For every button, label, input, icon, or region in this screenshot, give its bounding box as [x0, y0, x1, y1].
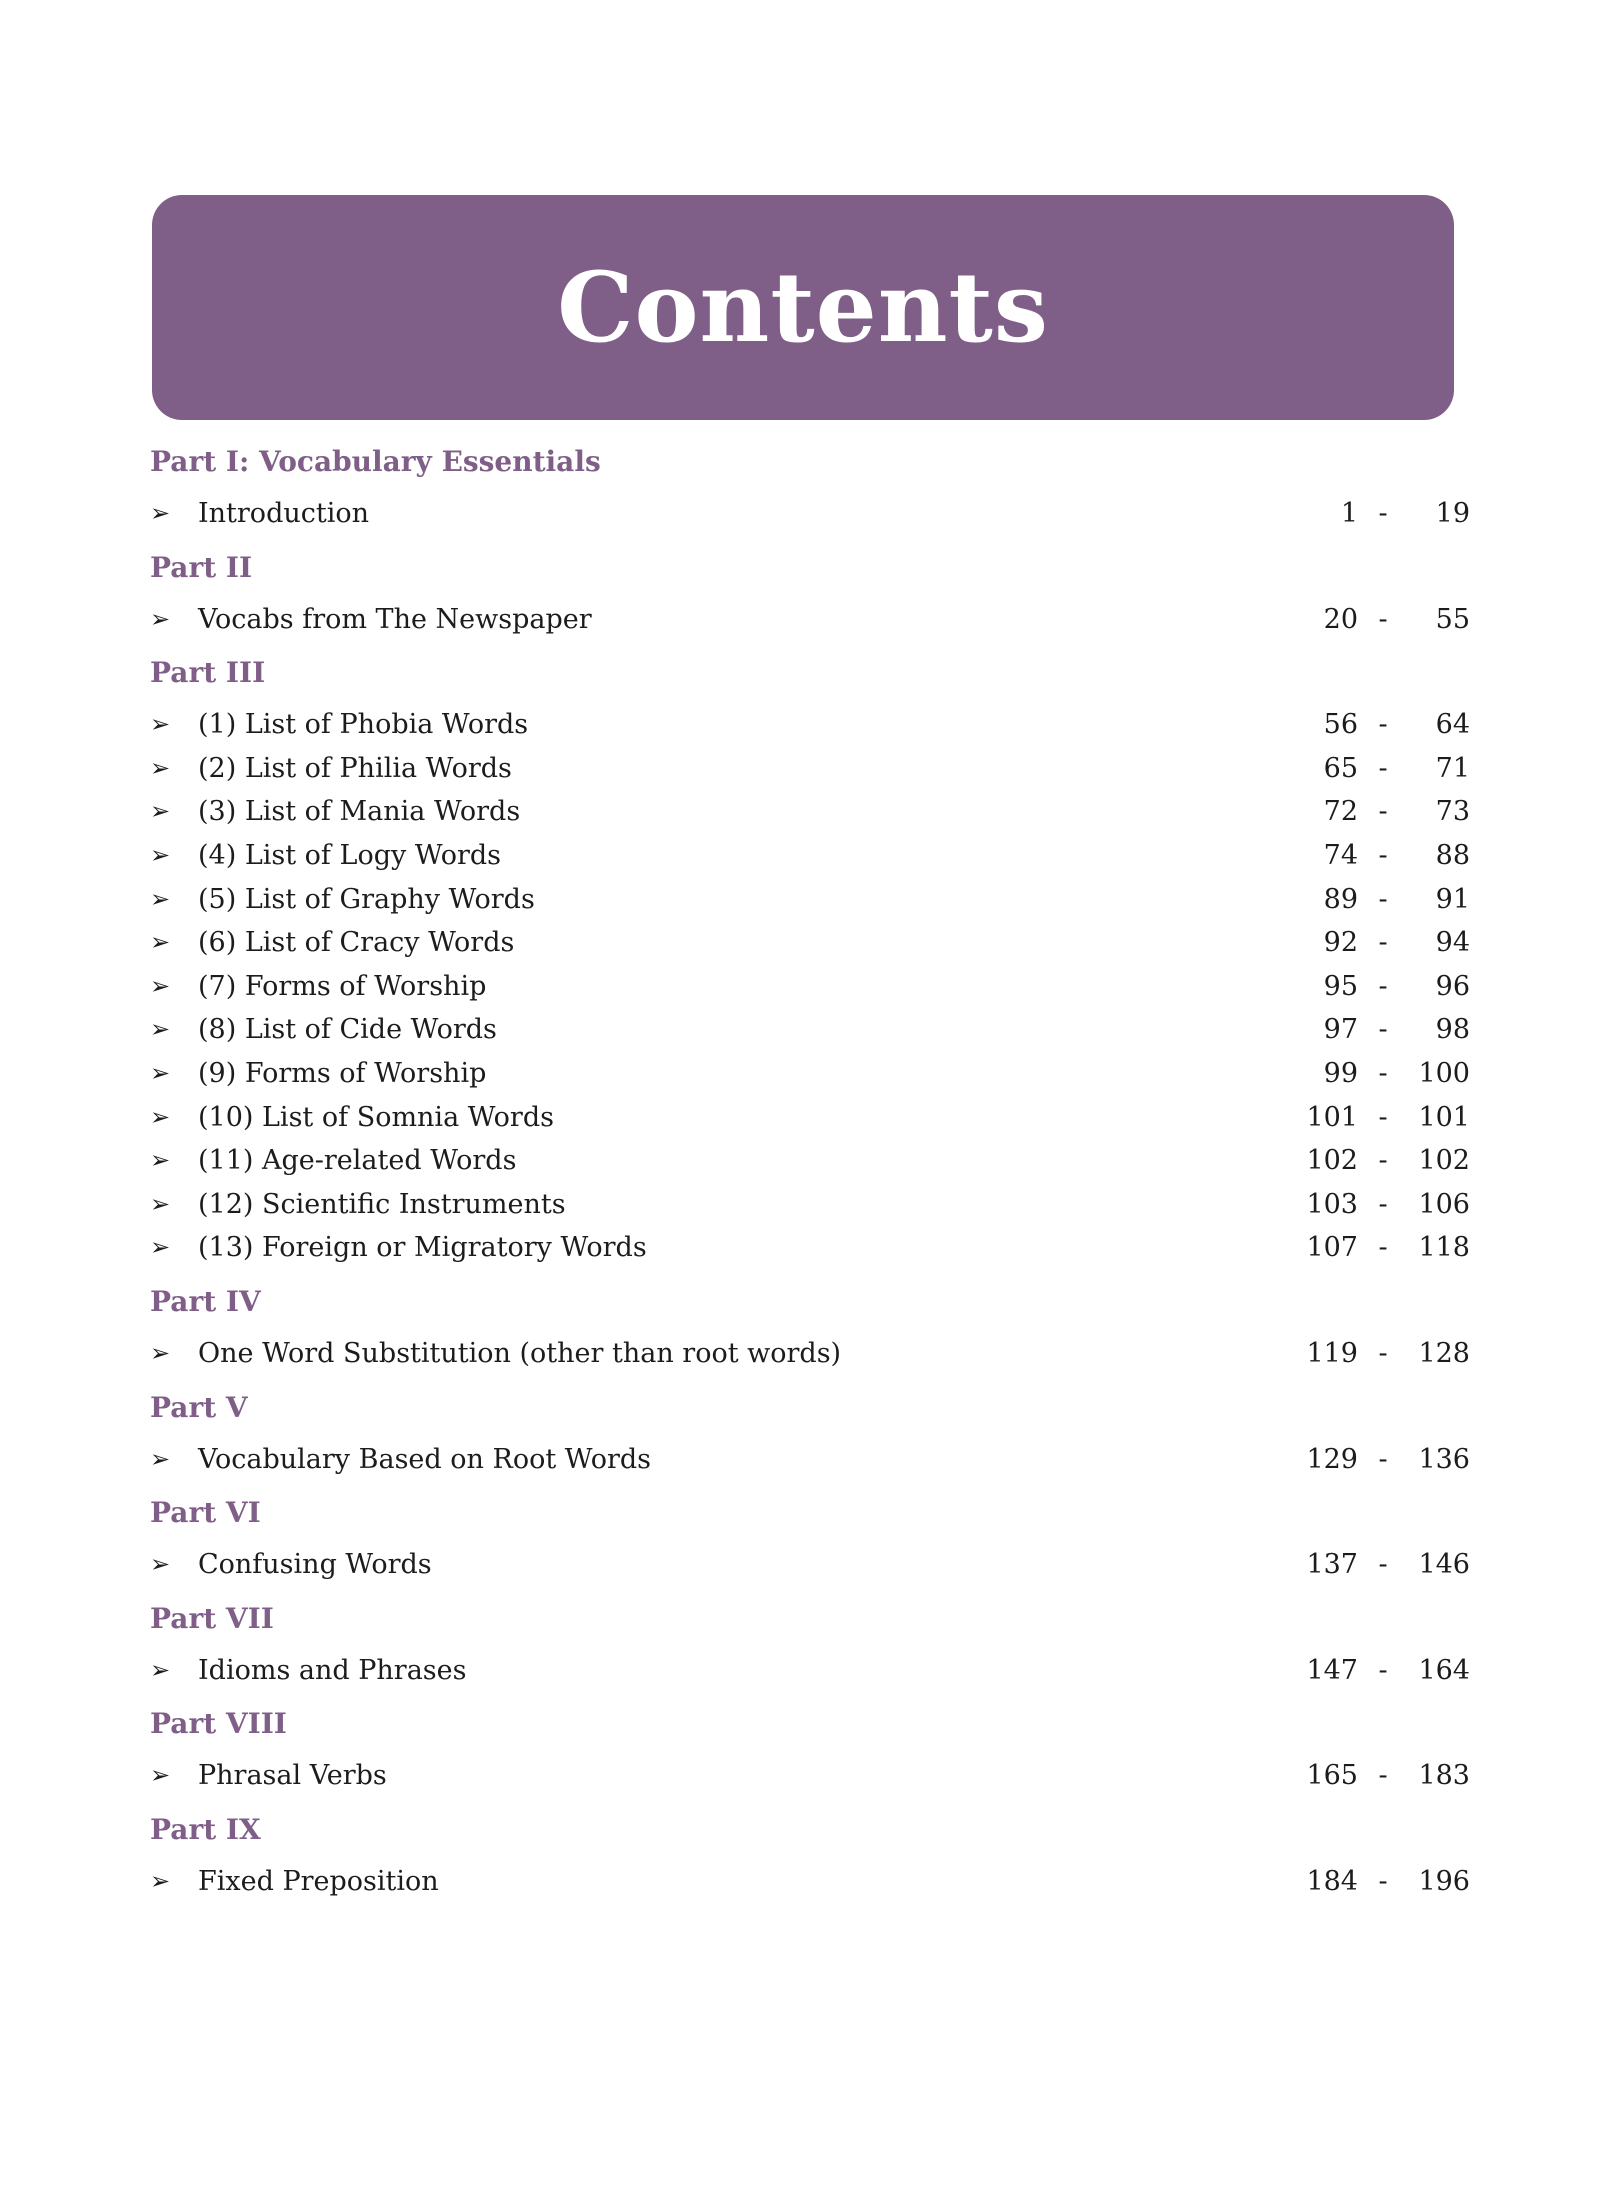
table-of-contents [150, 430, 1470, 1907]
page-start: 1 [1340, 498, 1358, 529]
entry-label: (13) Foreign or Migratory Words [198, 1232, 647, 1264]
page-end: 164 [1418, 1654, 1470, 1686]
arrow-bullet-icon: ➢ [150, 797, 171, 826]
arrow-bullet-icon: ➢ [150, 1146, 171, 1175]
page-start: 107 [1306, 1232, 1358, 1264]
page-range-dash: - [1378, 1101, 1388, 1133]
contents-banner [152, 195, 1454, 420]
page-range-dash: - [1378, 1188, 1388, 1220]
entry-label: (7) Forms of Worship [198, 970, 487, 1002]
part-heading: Part VII [150, 1601, 274, 1635]
entry-list [150, 1438, 1470, 1482]
page-range-dash: - [1378, 1865, 1388, 1897]
entry-label: (4) List of Logy Words [198, 839, 502, 871]
arrow-bullet-icon: ➢ [150, 1338, 171, 1367]
toc-entry[interactable] [150, 921, 1470, 965]
page-start: 20 [1323, 603, 1358, 635]
toc-entry[interactable] [150, 1096, 1470, 1140]
arrow-bullet-icon: ➢ [150, 499, 171, 527]
page-start: 65 [1323, 752, 1358, 784]
page-end: 106 [1418, 1188, 1470, 1220]
toc-entry[interactable] [150, 878, 1470, 922]
page-end: 101 [1418, 1101, 1470, 1133]
part-heading: Part IV [150, 1284, 261, 1318]
entry-label: Vocabulary Based on Root Words [198, 1443, 652, 1475]
toc-entry[interactable] [150, 1543, 1470, 1587]
page-range-dash: - [1378, 1654, 1388, 1686]
arrow-bullet-icon: ➢ [150, 928, 171, 957]
page-range-dash: - [1378, 1549, 1388, 1581]
entry-label: (2) List of Philia Words [198, 752, 512, 784]
arrow-bullet-icon: ➢ [150, 971, 171, 1000]
toc-entry[interactable] [150, 1052, 1470, 1096]
toc-entry[interactable] [150, 834, 1470, 878]
part-heading: Part II [150, 550, 253, 584]
page-range-dash: - [1378, 1014, 1388, 1046]
page-end: 88 [1435, 839, 1470, 871]
part-heading: Part VIII [150, 1707, 287, 1741]
page-title: Contents [557, 251, 1049, 364]
toc-entry[interactable] [150, 492, 1470, 536]
page-start: 95 [1323, 970, 1358, 1002]
entry-label: (3) List of Mania Words [198, 796, 521, 828]
page-range-dash: - [1378, 1337, 1388, 1369]
page-range-dash: - [1378, 603, 1388, 635]
entry-label: (11) Age-related Words [198, 1145, 517, 1177]
entry-label: (9) Forms of Worship [198, 1057, 487, 1089]
page-end: 96 [1435, 970, 1470, 1002]
toc-entry[interactable] [150, 965, 1470, 1009]
part-heading: Part I: Vocabulary Essentials [150, 445, 601, 478]
entry-list [150, 1649, 1470, 1693]
page-end: 98 [1435, 1014, 1470, 1046]
arrow-bullet-icon: ➢ [150, 840, 171, 869]
page-start: 137 [1306, 1549, 1358, 1581]
entry-label: Confusing Words [198, 1549, 432, 1581]
page-end: 136 [1418, 1443, 1470, 1475]
page-start: 74 [1323, 839, 1358, 871]
page-range-dash: - [1378, 1057, 1388, 1089]
arrow-bullet-icon: ➢ [150, 710, 171, 739]
entry-list [150, 703, 1470, 1270]
page-start: 102 [1306, 1145, 1358, 1177]
entry-label: (8) List of Cide Words [198, 1014, 497, 1046]
page-end: 118 [1418, 1232, 1470, 1264]
page-start: 99 [1323, 1057, 1358, 1089]
page-range-dash: - [1378, 709, 1388, 741]
page-start: 184 [1306, 1865, 1358, 1897]
entry-label: (1) List of Phobia Words [198, 709, 529, 741]
entry-list [150, 1332, 1470, 1376]
arrow-bullet-icon: ➢ [150, 1444, 171, 1473]
page-end: 73 [1435, 796, 1470, 828]
entry-label: Idioms and Phrases [198, 1654, 467, 1686]
page-end: 19 [1435, 498, 1470, 529]
page-start: 97 [1323, 1014, 1358, 1046]
arrow-bullet-icon: ➢ [150, 884, 171, 913]
page-start: 72 [1323, 796, 1358, 828]
page-start: 103 [1306, 1188, 1358, 1220]
page-start: 119 [1306, 1337, 1358, 1369]
toc-entry[interactable] [150, 1860, 1470, 1904]
page-range-dash: - [1378, 970, 1388, 1002]
entry-list [150, 1543, 1470, 1587]
page-end: 64 [1435, 709, 1470, 741]
entry-label: Fixed Preposition [198, 1865, 439, 1897]
arrow-bullet-icon: ➢ [150, 1189, 171, 1218]
toc-entry[interactable] [150, 703, 1470, 747]
toc-entry[interactable] [150, 1438, 1470, 1482]
page-end: 55 [1435, 603, 1470, 635]
entry-label: (6) List of Cracy Words [198, 927, 515, 959]
entry-list [150, 1860, 1470, 1904]
toc-entry[interactable] [150, 1754, 1470, 1798]
page-range-dash: - [1378, 927, 1388, 959]
page-end: 102 [1418, 1145, 1470, 1177]
toc-entry[interactable] [150, 598, 1470, 642]
page-end: 71 [1435, 752, 1470, 784]
page-range-dash: - [1378, 498, 1388, 529]
page-end: 91 [1435, 883, 1470, 915]
part-heading: Part III [150, 656, 266, 690]
arrow-bullet-icon: ➢ [150, 753, 171, 782]
page-range-dash: - [1378, 1443, 1388, 1475]
page-start: 165 [1306, 1760, 1358, 1792]
page-start: 89 [1323, 883, 1358, 915]
toc-entry[interactable] [150, 790, 1470, 834]
toc-entry[interactable] [150, 1139, 1470, 1183]
page-end: 183 [1418, 1760, 1470, 1792]
page-start: 56 [1323, 709, 1358, 741]
entry-list [150, 492, 1470, 536]
arrow-bullet-icon: ➢ [150, 1866, 171, 1895]
page-start: 92 [1323, 927, 1358, 959]
part-heading: Part VI [150, 1496, 261, 1530]
arrow-bullet-icon: ➢ [150, 1655, 171, 1684]
part-heading: Part V [150, 1390, 248, 1424]
entry-list [150, 598, 1470, 642]
page-range-dash: - [1378, 752, 1388, 784]
page-range-dash: - [1378, 1232, 1388, 1264]
page-end: 128 [1418, 1337, 1470, 1369]
arrow-bullet-icon: ➢ [150, 1015, 171, 1044]
entry-label: (12) Scientific Instruments [198, 1188, 566, 1220]
arrow-bullet-icon: ➢ [150, 1550, 171, 1579]
arrow-bullet-icon: ➢ [150, 1233, 171, 1262]
page-end: 146 [1418, 1549, 1470, 1581]
arrow-bullet-icon: ➢ [150, 604, 171, 633]
entry-label: (10) List of Somnia Words [198, 1101, 554, 1133]
page-range-dash: - [1378, 883, 1388, 915]
page-start: 147 [1306, 1654, 1358, 1686]
page-start: 101 [1306, 1101, 1358, 1133]
page-range-dash: - [1378, 839, 1388, 871]
page-end: 100 [1418, 1057, 1470, 1089]
entry-label: (5) List of Graphy Words [198, 883, 535, 915]
page-end: 94 [1435, 927, 1470, 959]
toc-entry[interactable] [150, 1226, 1470, 1270]
toc-entry[interactable] [150, 747, 1470, 791]
part-heading: Part IX [150, 1812, 261, 1846]
arrow-bullet-icon: ➢ [150, 1058, 171, 1087]
page-range-dash: - [1378, 1145, 1388, 1177]
page-range-dash: - [1378, 796, 1388, 828]
page-range-dash: - [1378, 1760, 1388, 1792]
toc-entry[interactable] [150, 1183, 1470, 1227]
page-start: 129 [1306, 1443, 1358, 1475]
entry-label: One Word Substitution (other than root words) [198, 1337, 842, 1369]
toc-entry[interactable] [150, 1649, 1470, 1693]
arrow-bullet-icon: ➢ [150, 1761, 171, 1790]
page-end: 196 [1418, 1865, 1470, 1897]
entry-label: Introduction [198, 498, 369, 529]
entry-label: Phrasal Verbs [198, 1760, 387, 1792]
toc-entry[interactable] [150, 1332, 1470, 1376]
toc-entry[interactable] [150, 1008, 1470, 1052]
entry-list [150, 1754, 1470, 1798]
arrow-bullet-icon: ➢ [150, 1102, 171, 1131]
entry-label: Vocabs from The Newspaper [198, 603, 592, 635]
